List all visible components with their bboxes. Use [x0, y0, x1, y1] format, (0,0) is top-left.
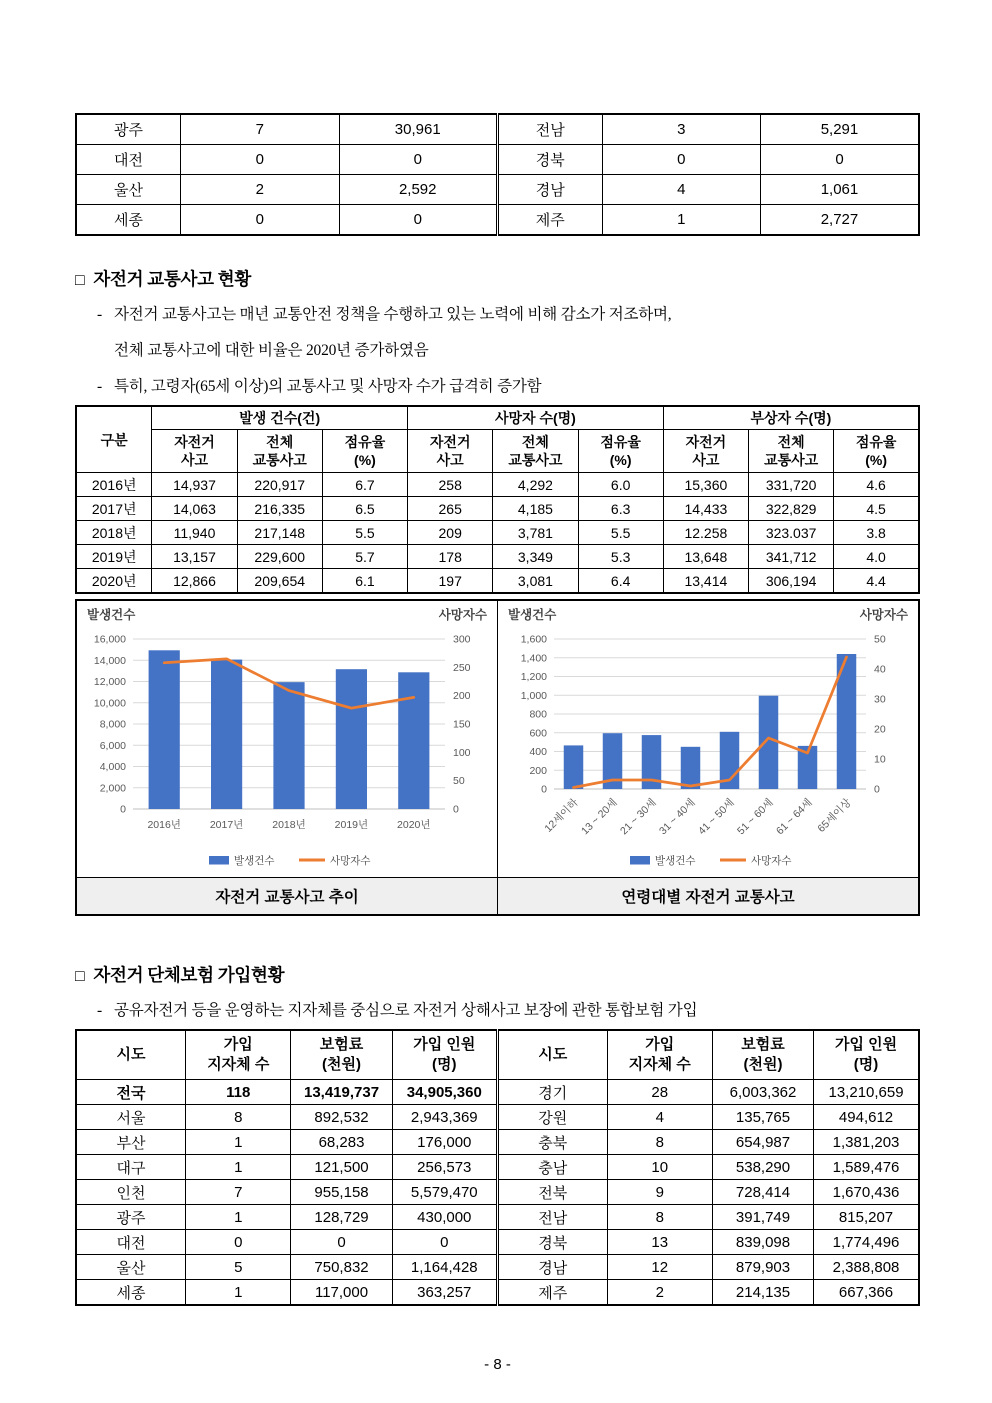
table-cell: 세종 [76, 205, 181, 236]
accident-trend-chart-canvas [77, 601, 497, 874]
table-cell: 217,148 [237, 521, 322, 545]
charts-block [75, 599, 920, 916]
header-cell: 가입 인원 (명) [392, 1030, 497, 1080]
table-cell: 3.8 [834, 521, 919, 545]
table-cell: 울산 [76, 1255, 186, 1280]
right-tick-label: 200 [453, 690, 471, 703]
sub-header-cell: 자전거 사고 [152, 430, 237, 473]
header-cell: 보험료 (천원) [712, 1030, 813, 1080]
header-cell: 시도 [76, 1030, 186, 1080]
left-tick-label: 6,000 [99, 739, 126, 752]
table-cell: 0 [339, 145, 497, 175]
table-cell: 1,061 [760, 175, 919, 205]
right-axis-title: 사망자수 [438, 608, 487, 622]
table-cell: 955,158 [291, 1180, 392, 1205]
table-cell: 68,283 [291, 1130, 392, 1155]
right-tick-label: 50 [453, 775, 465, 788]
table-cell: 2017년 [76, 497, 152, 521]
right-tick-label: 300 [453, 633, 471, 646]
table-cell: 15,360 [663, 473, 748, 497]
table-cell: 경남 [497, 175, 602, 205]
header-cell: 가입 인원 (명) [814, 1030, 919, 1080]
table-cell: 0 [181, 145, 339, 175]
section-bullets [75, 297, 920, 405]
table-row [76, 114, 919, 145]
left-tick-label: 4,000 [99, 761, 126, 773]
legend-line-label: 사망자수 [751, 855, 792, 867]
left-tick-label: 10,000 [93, 697, 126, 710]
table-cell: 대전 [76, 145, 181, 175]
table-cell: 265 [408, 497, 493, 521]
table-cell: 3,081 [493, 569, 578, 594]
category-label: 21 ~ 30세 [617, 796, 659, 838]
table-cell: 14,937 [152, 473, 237, 497]
table-cell: 7 [181, 114, 339, 145]
legend-bar-swatch [630, 856, 650, 865]
table-cell: 세종 [76, 1280, 186, 1306]
table-cell: 7 [186, 1180, 291, 1205]
table-cell: 220,917 [237, 473, 322, 497]
table-cell: 6.3 [578, 497, 663, 521]
region-summary-table [75, 113, 920, 236]
table-cell: 892,532 [291, 1105, 392, 1130]
table-cell: 2016년 [76, 473, 152, 497]
accident-trend-chart [76, 600, 498, 878]
table-cell: 2020년 [76, 569, 152, 594]
table-cell: 경남 [497, 1255, 607, 1280]
bullet-line: 전체 교통사고에 대한 비율은 2020년 증가하였음 [114, 342, 429, 359]
group-header-cell: 사망자 수(명) [408, 406, 664, 430]
left-axis-title: 발생건수 [508, 608, 557, 622]
left-tick-label: 800 [529, 708, 547, 721]
section-insurance-status [75, 962, 920, 1029]
table-row [76, 1230, 919, 1255]
table-cell: 6.1 [322, 569, 407, 594]
table-cell: 176,000 [392, 1130, 497, 1155]
table-cell: 4.4 [834, 569, 919, 594]
table-cell: 178 [408, 545, 493, 569]
group-header-cell: 부상자 수(명) [663, 406, 919, 430]
category-label: 2016년 [147, 819, 181, 831]
insurance-table [75, 1029, 920, 1306]
table-cell: 6.7 [322, 473, 407, 497]
table-cell: 0 [760, 145, 919, 175]
table-cell: 4,185 [493, 497, 578, 521]
sub-header-row [76, 430, 919, 473]
table-cell: 2019년 [76, 545, 152, 569]
table-cell: 8 [186, 1105, 291, 1130]
table-cell: 10 [607, 1155, 712, 1180]
table-cell: 13,210,659 [814, 1080, 919, 1105]
insurance-table-header [76, 1030, 919, 1080]
table-cell: 5.5 [578, 521, 663, 545]
table-cell: 34,905,360 [392, 1080, 497, 1105]
table-cell: 충북 [497, 1130, 607, 1155]
table-cell: 323.037 [749, 521, 834, 545]
table-cell: 2 [607, 1280, 712, 1306]
table-row [76, 1080, 919, 1105]
table-row [76, 545, 919, 569]
sub-header-cell: 전체 교통사고 [237, 430, 322, 473]
legend-line-label: 사망자수 [330, 855, 371, 867]
table-cell: 1,164,428 [392, 1255, 497, 1280]
page-number: - 8 - [484, 1356, 511, 1373]
table-cell: 14,063 [152, 497, 237, 521]
bullet-dash: - [97, 1002, 102, 1019]
table-cell: 0 [602, 145, 760, 175]
table-cell: 30,961 [339, 114, 497, 145]
table-cell: 118 [186, 1080, 291, 1105]
table-cell: 13,414 [663, 569, 748, 594]
table-cell: 117,000 [291, 1280, 392, 1306]
table-cell: 1,381,203 [814, 1130, 919, 1155]
table-cell: 0 [392, 1230, 497, 1255]
bar [681, 747, 701, 789]
bullet-line: 특히, 고령자(65세 이상)의 교통사고 및 사망자 수가 급격히 증가함 [114, 378, 542, 395]
table-cell: 5.3 [578, 545, 663, 569]
table-cell: 경기 [497, 1080, 607, 1105]
bar [398, 672, 429, 809]
category-label: 61 ~ 64세 [773, 796, 815, 838]
table-cell: 1 [602, 205, 760, 236]
right-tick-label: 40 [874, 663, 886, 676]
bar [564, 745, 584, 789]
table-cell: 4.5 [834, 497, 919, 521]
right-axis-title: 사망자수 [859, 608, 908, 622]
accident-trend-chart-svg [77, 601, 497, 874]
table-cell: 28 [607, 1080, 712, 1105]
sub-header-cell: 점유율 (%) [322, 430, 407, 473]
left-tick-label: 1,000 [520, 689, 547, 702]
table-cell: 5,579,470 [392, 1180, 497, 1205]
region-summary-body [76, 114, 919, 235]
table-cell: 121,500 [291, 1155, 392, 1180]
table-row [76, 1155, 919, 1180]
table-cell: 341,712 [749, 545, 834, 569]
table-cell: 6.5 [322, 497, 407, 521]
left-tick-label: 0 [120, 803, 126, 816]
table-cell: 광주 [76, 114, 181, 145]
chart-caption-trend: 자전거 교통사고 추이 [76, 878, 498, 916]
category-label: 2020년 [397, 819, 431, 831]
table-cell: 13 [607, 1230, 712, 1255]
left-tick-label: 400 [529, 746, 547, 758]
table-cell: 제주 [497, 1280, 607, 1306]
table-cell: 4,292 [493, 473, 578, 497]
left-tick-label: 1,400 [520, 652, 547, 665]
table-cell: 1 [186, 1155, 291, 1180]
table-cell: 728,414 [712, 1180, 813, 1205]
table-cell: 306,194 [749, 569, 834, 594]
section-accident-status [75, 266, 920, 405]
left-tick-label: 600 [529, 727, 547, 740]
table-cell: 0 [339, 205, 497, 236]
table-cell: 128,729 [291, 1205, 392, 1230]
table-cell: 2,388,808 [814, 1255, 919, 1280]
document-page [75, 0, 920, 1373]
section-title-text: 자전거 교통사고 현황 [93, 269, 251, 289]
legend-bar-label: 발생건수 [655, 855, 696, 867]
insurance-table-body [76, 1080, 919, 1306]
bullet-lines [114, 993, 920, 1029]
table-cell: 391,749 [712, 1205, 813, 1230]
table-cell: 6.0 [578, 473, 663, 497]
category-label: 41 ~ 50세 [695, 796, 737, 838]
table-cell: 2018년 [76, 521, 152, 545]
right-tick-label: 30 [874, 693, 886, 706]
bullet-item [97, 993, 920, 1029]
table-cell: 4 [602, 175, 760, 205]
left-tick-label: 1,200 [520, 671, 547, 683]
table-cell: 216,335 [237, 497, 322, 521]
square-marker-icon: □ [75, 968, 85, 985]
accident-stats-header [76, 406, 919, 473]
table-cell: 9 [607, 1180, 712, 1205]
bullet-dash: - [97, 378, 102, 395]
right-tick-label: 10 [874, 753, 886, 766]
table-cell: 8 [607, 1205, 712, 1230]
table-row [76, 1255, 919, 1280]
table-cell: 대전 [76, 1230, 186, 1255]
accident-stats-body [76, 473, 919, 594]
table-cell: 256,573 [392, 1155, 497, 1180]
table-cell: 4 [607, 1105, 712, 1130]
category-label: 2019년 [334, 819, 369, 831]
table-cell: 6.4 [578, 569, 663, 594]
table-cell: 11,940 [152, 521, 237, 545]
table-cell: 538,290 [712, 1155, 813, 1180]
age-group-chart-svg [498, 601, 918, 874]
left-tick-label: 14,000 [93, 654, 126, 667]
table-cell: 2,943,369 [392, 1105, 497, 1130]
table-cell: 1,774,496 [814, 1230, 919, 1255]
left-tick-label: 2,000 [99, 782, 126, 795]
table-cell: 2,727 [760, 205, 919, 236]
table-row [76, 1280, 919, 1306]
table-row [76, 569, 919, 594]
table-cell: 부산 [76, 1130, 186, 1155]
table-cell: 인천 [76, 1180, 186, 1205]
table-cell: 전남 [497, 114, 602, 145]
category-label: 13 ~ 20세 [578, 796, 620, 838]
bullet-lines [114, 369, 920, 405]
table-cell: 363,257 [392, 1280, 497, 1306]
table-cell: 1,670,436 [814, 1180, 919, 1205]
table-cell: 1 [186, 1205, 291, 1230]
legend-bar-swatch [209, 856, 229, 865]
table-cell: 강원 [497, 1105, 607, 1130]
bar [211, 660, 242, 809]
table-row [76, 1130, 919, 1155]
table-cell: 5.5 [322, 521, 407, 545]
table-cell: 815,207 [814, 1205, 919, 1230]
table-cell: 197 [408, 569, 493, 594]
bullet-item [97, 369, 920, 405]
table-cell: 13,648 [663, 545, 748, 569]
right-tick-label: 0 [453, 803, 459, 816]
table-cell: 750,832 [291, 1255, 392, 1280]
table-row [76, 1180, 919, 1205]
table-cell: 경북 [497, 145, 602, 175]
table-cell: 331,720 [749, 473, 834, 497]
sub-header-cell: 점유율 (%) [834, 430, 919, 473]
table-cell: 1 [186, 1130, 291, 1155]
table-cell: 5,291 [760, 114, 919, 145]
table-cell: 494,612 [814, 1105, 919, 1130]
right-tick-label: 150 [453, 718, 471, 731]
group-header-row [76, 406, 919, 430]
table-row [76, 175, 919, 205]
table-cell: 서울 [76, 1105, 186, 1130]
table-cell: 2 [181, 175, 339, 205]
right-tick-label: 20 [874, 723, 886, 736]
sub-header-cell: 전체 교통사고 [493, 430, 578, 473]
header-cell: 가입 지자체 수 [186, 1030, 291, 1080]
table-cell: 14,433 [663, 497, 748, 521]
table-cell: 209,654 [237, 569, 322, 594]
header-row [76, 1030, 919, 1080]
bar [149, 650, 180, 809]
charts-row [76, 600, 919, 878]
table-cell: 전북 [497, 1180, 607, 1205]
table-cell: 135,765 [712, 1105, 813, 1130]
header-cell: 가입 지자체 수 [607, 1030, 712, 1080]
left-tick-label: 16,000 [93, 633, 126, 646]
table-cell: 전국 [76, 1080, 186, 1105]
accident-stats-table [75, 405, 920, 594]
table-cell: 0 [186, 1230, 291, 1255]
table-cell: 12,866 [152, 569, 237, 594]
bullet-item [97, 297, 920, 369]
table-row [76, 521, 919, 545]
section-bullets [75, 993, 920, 1029]
table-cell: 3,781 [493, 521, 578, 545]
table-cell: 0 [291, 1230, 392, 1255]
table-cell: 5.7 [322, 545, 407, 569]
table-cell: 울산 [76, 175, 181, 205]
table-cell: 654,987 [712, 1130, 813, 1155]
table-cell: 214,135 [712, 1280, 813, 1306]
table-row [76, 1105, 919, 1130]
table-cell: 12 [607, 1255, 712, 1280]
table-cell: 12.258 [663, 521, 748, 545]
bullet-lines [114, 297, 920, 369]
table-cell: 2,592 [339, 175, 497, 205]
table-cell: 충남 [497, 1155, 607, 1180]
table-cell: 839,098 [712, 1230, 813, 1255]
table-cell: 5 [186, 1255, 291, 1280]
table-cell: 3,349 [493, 545, 578, 569]
sub-header-cell: 점유율 (%) [578, 430, 663, 473]
left-tick-label: 8,000 [99, 718, 126, 731]
section-title [75, 962, 920, 987]
category-label: 2018년 [272, 819, 306, 831]
section-title-text: 자전거 단체보험 가입현황 [93, 965, 285, 985]
bar [336, 669, 367, 809]
table-cell: 4.0 [834, 545, 919, 569]
table-row [76, 473, 919, 497]
table-cell: 229,600 [237, 545, 322, 569]
table-cell: 제주 [497, 205, 602, 236]
left-axis-title: 발생건수 [87, 608, 136, 622]
table-cell: 1,589,476 [814, 1155, 919, 1180]
sub-header-cell: 자전거 사고 [408, 430, 493, 473]
sub-header-cell: 자전거 사고 [663, 430, 748, 473]
table-row [76, 205, 919, 236]
bar [273, 682, 304, 809]
left-tick-label: 200 [529, 764, 547, 777]
section-title [75, 266, 920, 291]
table-cell: 667,366 [814, 1280, 919, 1306]
table-cell: 경북 [497, 1230, 607, 1255]
age-group-chart-canvas [498, 601, 918, 874]
bullet-line: 공유자전거 등을 운영하는 지자체를 중심으로 자전거 상해사고 보장에 관한 통합보험 가입 [114, 1002, 698, 1019]
table-cell: 13,419,737 [291, 1080, 392, 1105]
table-row [76, 1205, 919, 1230]
right-tick-label: 0 [874, 783, 880, 796]
right-tick-label: 50 [874, 633, 886, 646]
header-cell: 보험료 (천원) [291, 1030, 392, 1080]
left-tick-label: 0 [541, 783, 547, 796]
bullet-dash: - [97, 306, 102, 323]
table-cell: 광주 [76, 1205, 186, 1230]
table-cell: 209 [408, 521, 493, 545]
table-cell: 13,157 [152, 545, 237, 569]
table-cell: 3 [602, 114, 760, 145]
table-cell: 8 [607, 1130, 712, 1155]
header-cell: 시도 [497, 1030, 607, 1080]
category-label: 51 ~ 60세 [734, 796, 776, 838]
table-cell: 6,003,362 [712, 1080, 813, 1105]
group-header-cell: 발생 건수(건) [152, 406, 408, 430]
table-cell: 대구 [76, 1155, 186, 1180]
legend-bar-label: 발생건수 [234, 855, 275, 867]
right-tick-label: 250 [453, 661, 471, 674]
right-tick-label: 100 [453, 746, 471, 759]
table-cell: 4.6 [834, 473, 919, 497]
bullet-line: 자전거 교통사고는 매년 교통안전 정책을 수행하고 있는 노력에 비해 감소가 저조하며, [114, 306, 672, 323]
table-cell: 0 [181, 205, 339, 236]
category-label: 65세이상 [815, 796, 854, 835]
table-cell: 430,000 [392, 1205, 497, 1230]
category-label: 2017년 [209, 819, 244, 831]
sub-header-cell: 전체 교통사고 [749, 430, 834, 473]
table-cell: 전남 [497, 1205, 607, 1230]
table-row [76, 145, 919, 175]
left-tick-label: 12,000 [93, 676, 126, 688]
square-marker-icon: □ [75, 272, 85, 289]
table-cell: 1 [186, 1280, 291, 1306]
chart-captions-row [76, 878, 919, 916]
chart-caption-age: 연령대별 자전거 교통사고 [498, 878, 920, 916]
left-tick-label: 1,600 [520, 633, 547, 646]
table-cell: 322,829 [749, 497, 834, 521]
age-group-chart [498, 600, 920, 878]
bar [759, 696, 779, 789]
category-label: 31 ~ 40세 [656, 796, 698, 838]
table-cell: 879,903 [712, 1255, 813, 1280]
category-label: 12세이하 [542, 796, 581, 835]
table-row [76, 497, 919, 521]
corner-header-cell: 구분 [76, 406, 152, 473]
table-cell: 258 [408, 473, 493, 497]
